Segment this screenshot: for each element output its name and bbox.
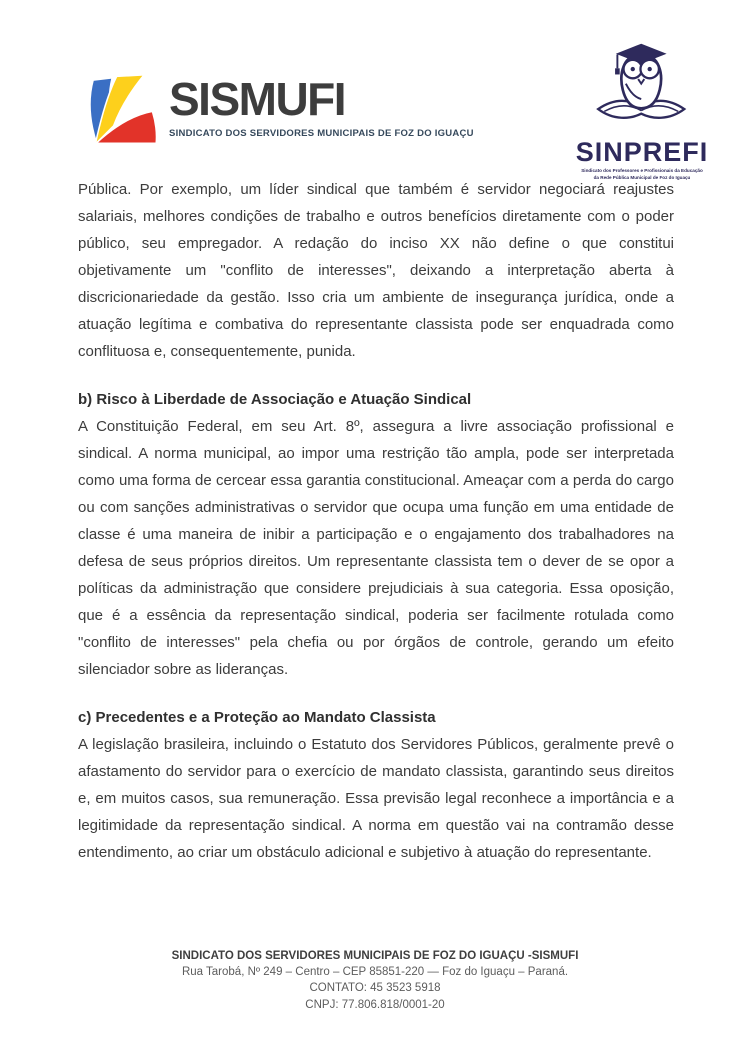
document-footer bbox=[0, 948, 750, 1013]
sinprefi-tagline-line2: da Rede Pública Municipal de Foz do Iguaçu bbox=[593, 174, 691, 180]
footer-contact: CONTATO: 45 3523 5918 bbox=[309, 982, 441, 995]
sinprefi-logo bbox=[558, 36, 726, 182]
sismufi-logo bbox=[84, 72, 474, 156]
sismufi-tagline: SINDICATO DOS SERVIDORES MUNICIPAIS DE FOZ DO IGUAÇU bbox=[169, 127, 474, 139]
footer-cnpj: CNPJ: 77.806.818/0001-20 bbox=[305, 998, 445, 1011]
section-c-heading: c) Precedentes e a Proteção ao Mandato Classista bbox=[78, 709, 436, 726]
sismufi-text-block bbox=[169, 72, 474, 139]
sinprefi-wordmark: SINPREFI bbox=[575, 137, 709, 167]
section-c-paragraph: A legislação brasileira, incluindo o Estatuto dos Servidores Públicos, geralmente prevê o afastamento do servidor para o exercício de mandato classista, garantindo seus direitos e, em muitos casos, sua remuneração. Essa previsão legal reconhece a importância e a legitimidade da representação sindical. A norma em questão vai na contramão desse entendimento, ao criar um obstáculo adicional e subjetivo à atuação do representante. bbox=[78, 736, 674, 861]
sinprefi-tagline-line1: Sindicato dos Professores e Profissionais da Educação bbox=[581, 168, 703, 173]
document-body bbox=[78, 176, 674, 866]
paragraph-a-continuation: Pública. Por exemplo, um líder sindical que também é servidor negociará reajustes salariais, melhores condições de trabalho e outros benefícios diretamente com o poder público, seu empregador. A redação do inciso XX não define o que constitui objetivamente um "conflito de interesses", deixando a interpretação aberta à discricionariedade da gestão. Isso cria um ambiente de insegurança jurídica, onde a atuação legítima e combativa do representante classista pode ser enquadrada como conflituosa e, consequentemente, punida. bbox=[78, 181, 674, 360]
sinprefi-owl-icon bbox=[558, 36, 726, 136]
section-b-heading: b) Risco à Liberdade de Associação e Atuação Sindical bbox=[78, 391, 472, 408]
section-b-paragraph: A Constituição Federal, em seu Art. 8º, assegura a livre associação profissional e sindical. A norma municipal, ao impor uma restrição tão ampla, pode ser interpretada como uma forma de cercear essa garantia constitucional. Ameaçar com a perda do cargo ou com sanções administrativas o servidor que ocupa uma função em uma entidade de classe é uma maneira de inibir a participação e o engajamento dos trabalhadores na defesa de seus próprios direitos. Um representante classista tem o dever de se opor a políticas da administração que considere prejudiciais à sua categoria. Essa oposição, que é a essência da representação sindical, poderia ser facilmente rotulada como "conflito de interesses" pela chefia ou por órgãos de controle, gerando um efeito silenciador sobre as lideranças. bbox=[78, 418, 674, 678]
footer-address: Rua Tarobá, Nº 249 – Centro – CEP 85851-220 — Foz do Iguaçu – Paraná. bbox=[181, 966, 569, 979]
footer-org-name: SINDICATO DOS SERVIDORES MUNICIPAIS DE FOZ DO IGUAÇU -SISMUFI bbox=[171, 950, 579, 962]
sismufi-flag-icon bbox=[84, 72, 160, 156]
sismufi-wordmark: SISMUFI bbox=[169, 73, 346, 125]
